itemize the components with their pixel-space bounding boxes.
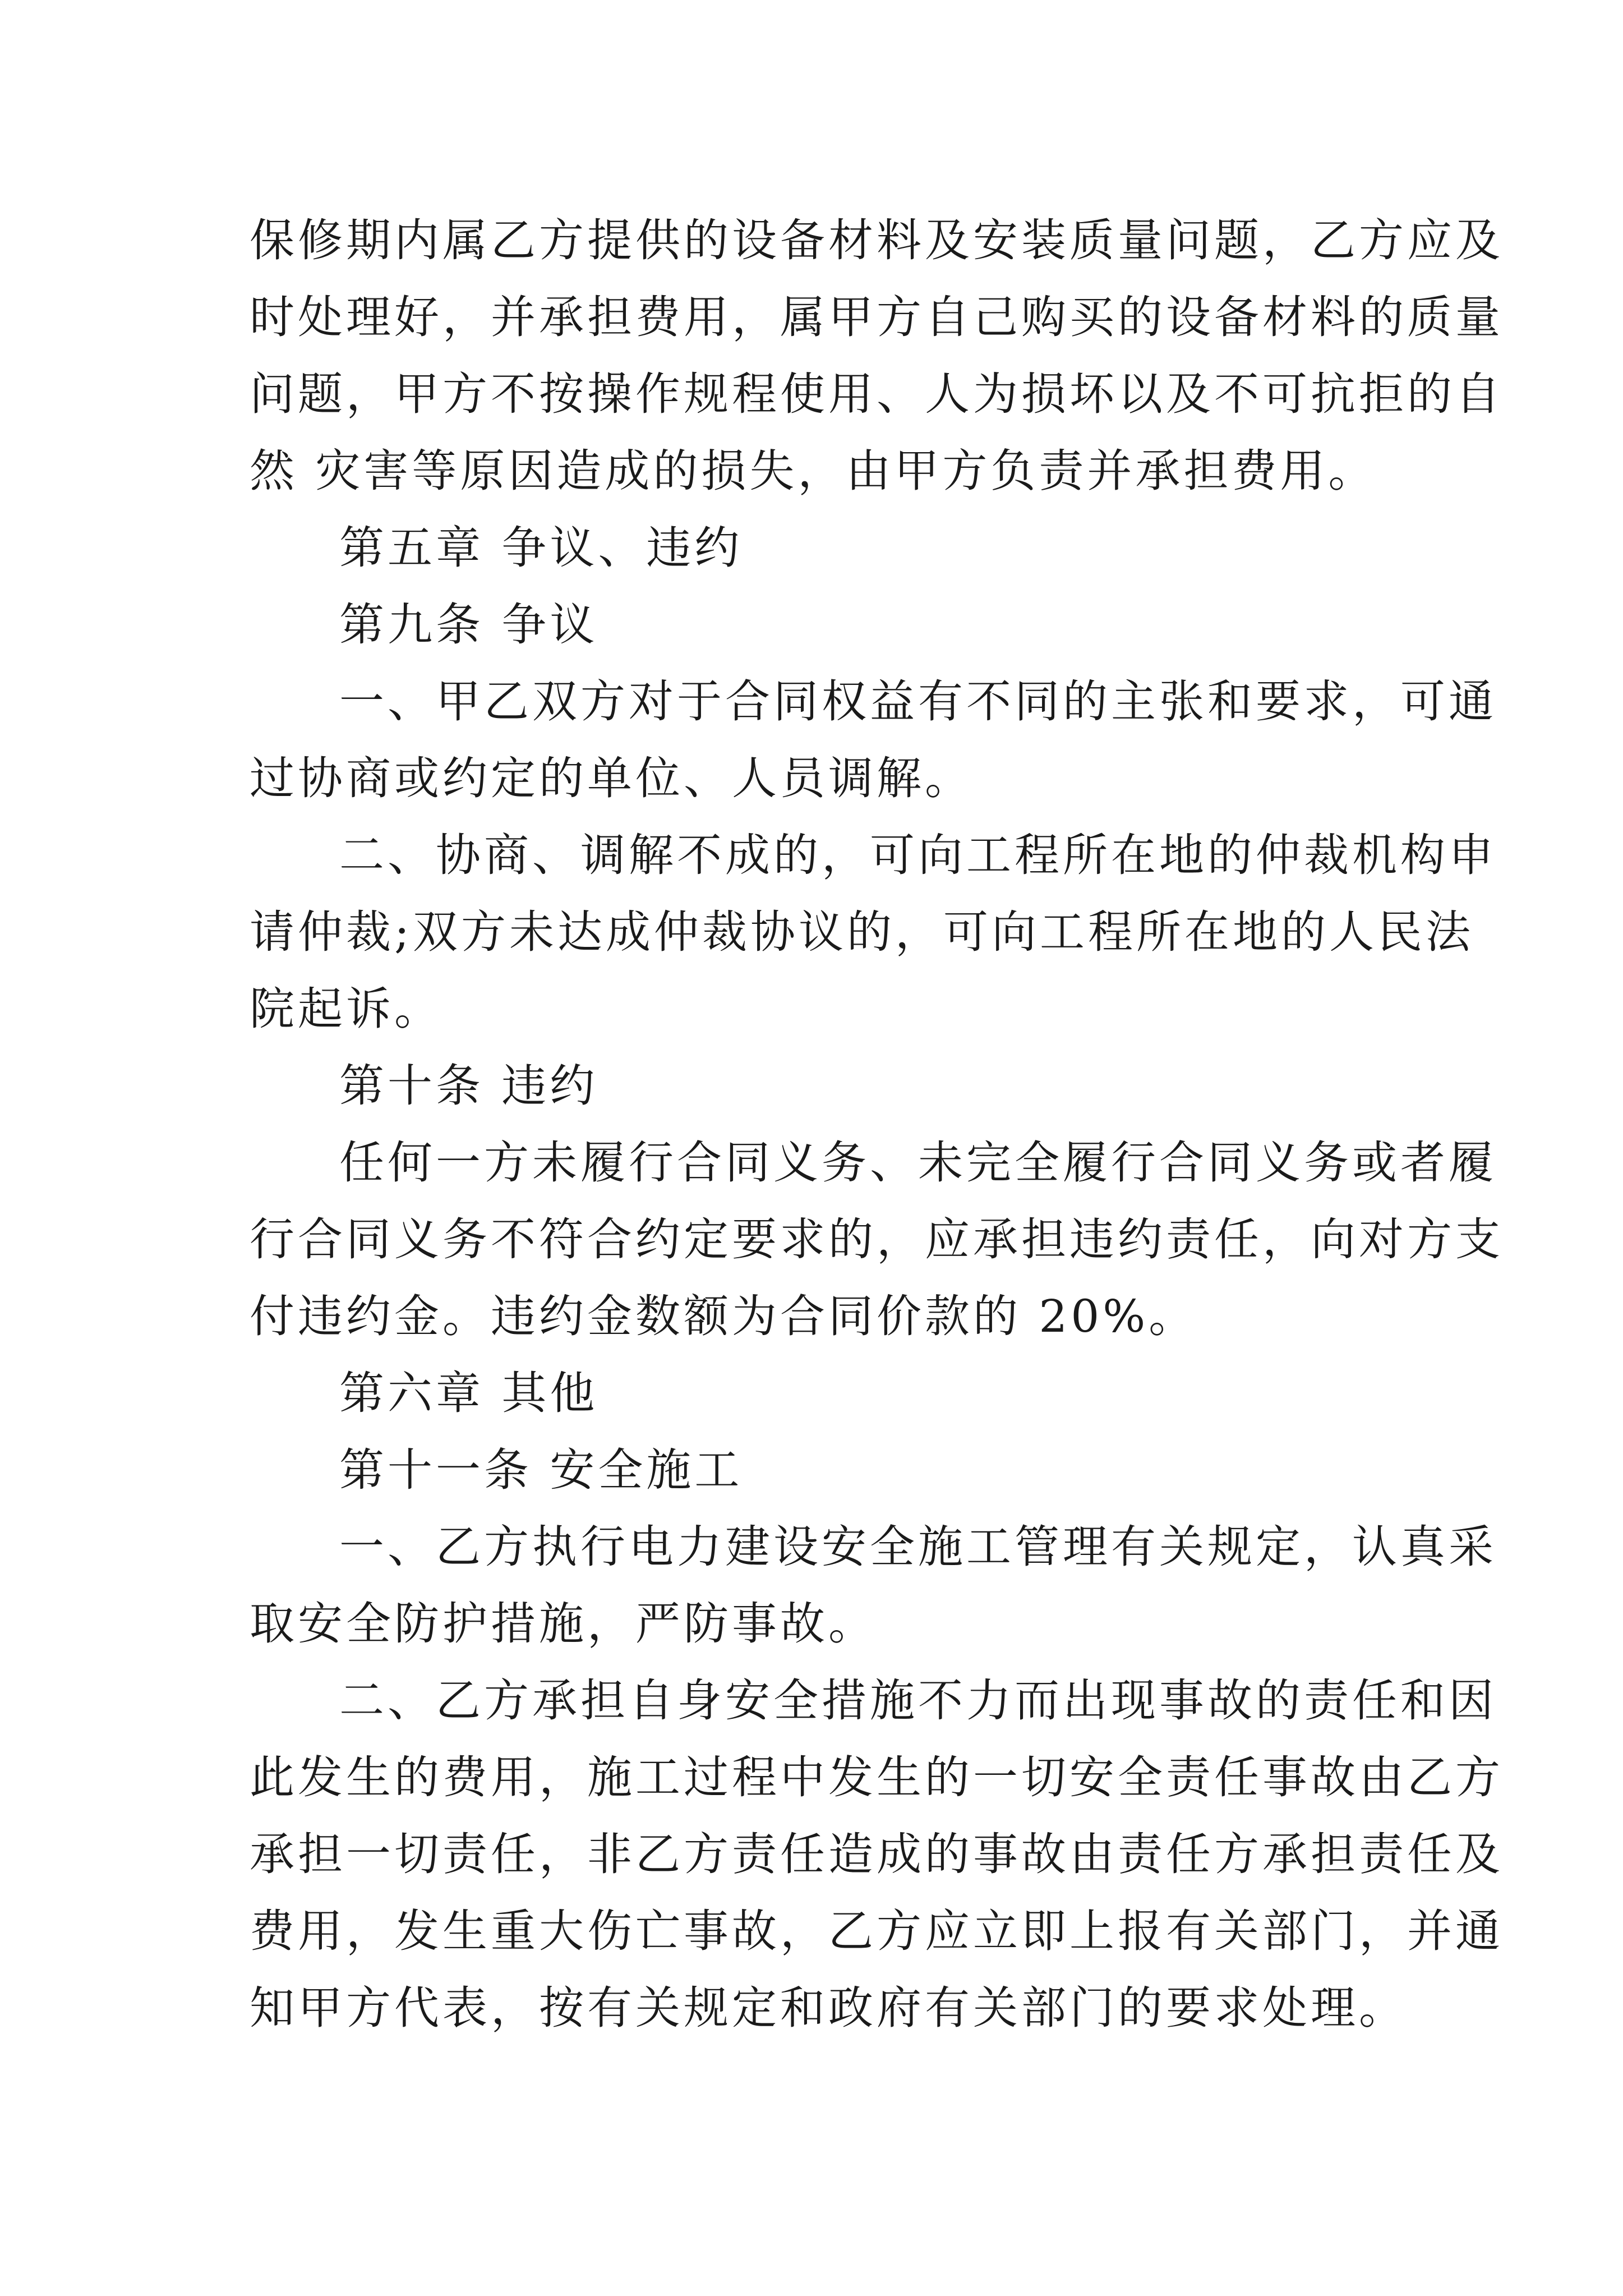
paragraph-line: 付违约金。违约金数额为合同价款的 20%。 <box>250 1290 1197 1342</box>
paragraph-line: 二、乙方承担自身安全措施不力而出现事故的责任和因 <box>339 1674 1497 1727</box>
paragraph-line: 一、乙方执行电力建设安全施工管理有关规定，认真采 <box>339 1521 1497 1573</box>
paragraph-line: 一、甲乙双方对于合同权益有不同的主张和要求，可通 <box>339 675 1497 728</box>
paragraph-line: 行合同义务不符合约定要求的，应承担违约责任，向对方支 <box>250 1213 1504 1266</box>
paragraph-line: 二、协商、调解不成的，可向工程所在地的仲裁机构申 <box>339 829 1497 881</box>
paragraph-line: 保修期内属乙方提供的设备材料及安装质量问题，乙方应及 <box>250 214 1504 266</box>
paragraph-line: 过协商或约定的单位、人员调解。 <box>250 752 973 804</box>
article-heading: 第十条 违约 <box>339 1060 598 1112</box>
paragraph-line: 院起诉。 <box>250 983 442 1035</box>
paragraph-line: 知甲方代表，按有关规定和政府有关部门的要求处理。 <box>250 1982 1407 2034</box>
chapter-heading: 第五章 争议、违约 <box>339 522 743 574</box>
paragraph-line: 承担一切责任，非乙方责任造成的事故由责任方承担责任及 <box>250 1828 1504 1880</box>
paragraph-line: 此发生的费用，施工过程中发生的一切安全责任事故由乙方 <box>250 1751 1504 1803</box>
paragraph-line: 取安全防护措施，严防事故。 <box>250 1598 877 1650</box>
paragraph-line: 费用，发生重大伤亡事故，乙方应立即上报有关部门，并通 <box>250 1905 1504 1957</box>
paragraph-line: 任何一方未履行合同义务、未完全履行合同义务或者履 <box>339 1137 1497 1189</box>
paragraph-line: 问题，甲方不按操作规程使用、人为损坏以及不可抗拒的自 <box>250 368 1504 420</box>
chapter-heading: 第六章 其他 <box>339 1367 598 1419</box>
paragraph-line: 请仲裁;双方未达成仲裁协议的，可向工程所在地的人民法 <box>250 906 1474 958</box>
article-heading: 第十一条 安全施工 <box>339 1444 743 1496</box>
paragraph-line: 然 灾害等原因造成的损失，由甲方负责并承担费用。 <box>250 445 1377 497</box>
paragraph-line: 时处理好，并承担费用，属甲方自己购买的设备材料的质量 <box>250 291 1504 343</box>
document-body <box>250 202 1504 2046</box>
article-heading: 第九条 争议 <box>339 599 598 651</box>
